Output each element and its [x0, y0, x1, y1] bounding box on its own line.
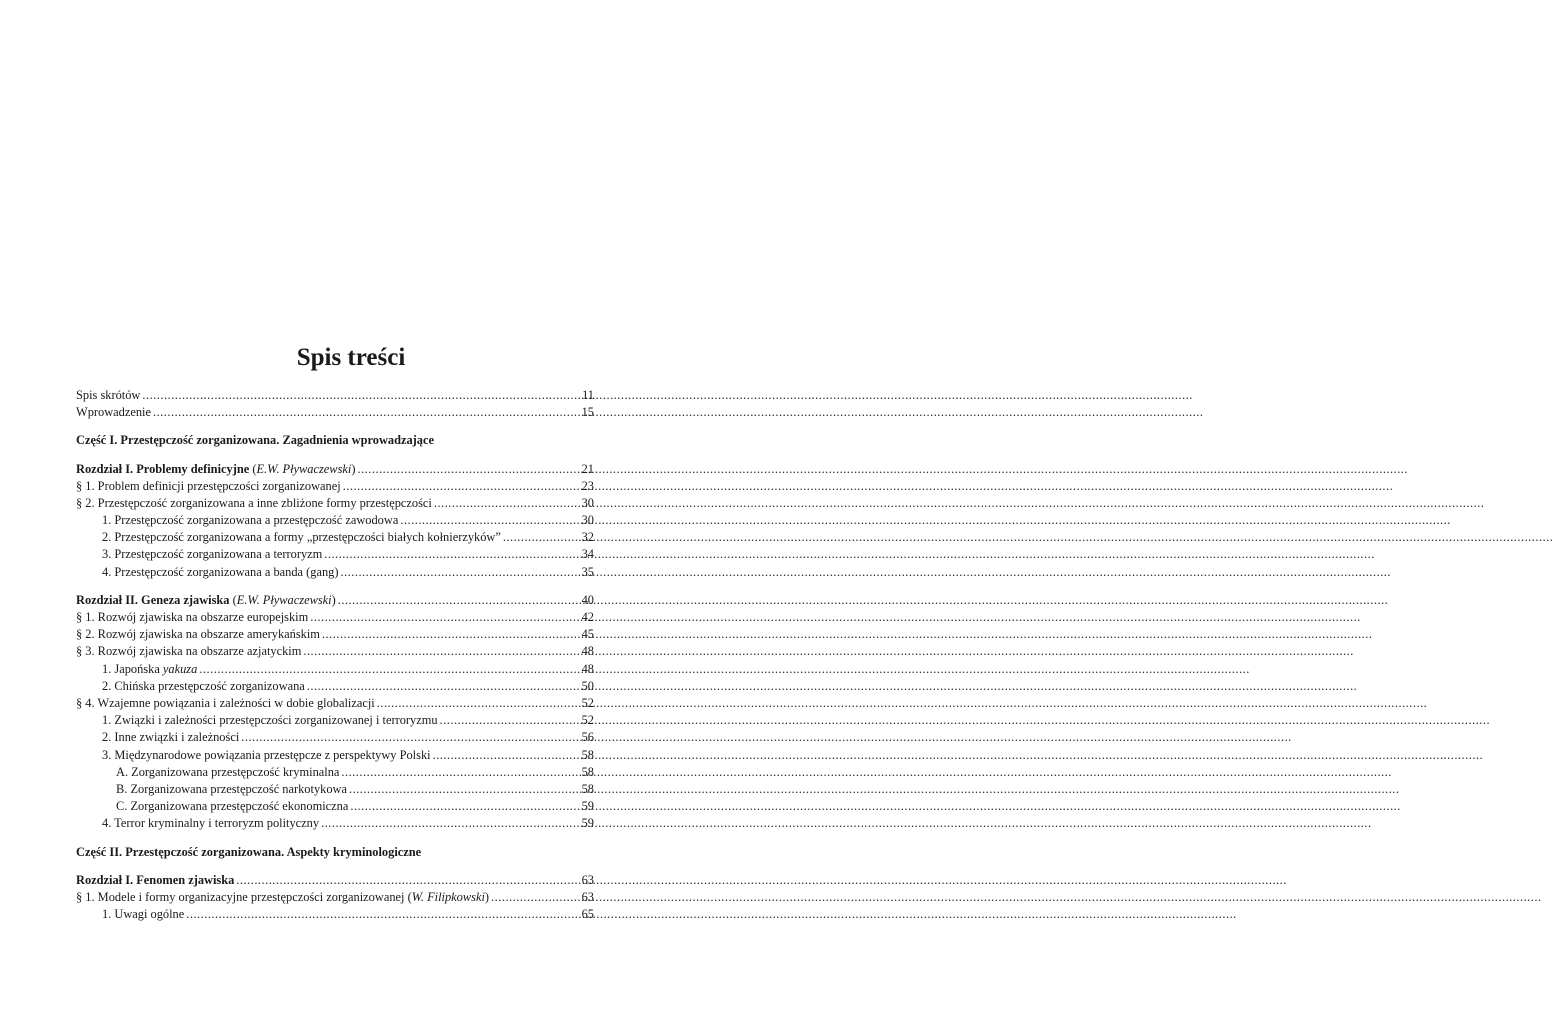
- toc-leader: [324, 546, 544, 563]
- toc-leader: [199, 661, 544, 678]
- toc-page: 21: [581, 461, 594, 476]
- toc-leader: [503, 529, 544, 546]
- toc-label: 1. Związki i zależności przestępczości zorganizowanej i terroryzmu: [102, 713, 438, 728]
- toc-page: 48: [581, 644, 594, 659]
- toc-part-2-chapter-1[interactable]: [76, 872, 594, 889]
- toc-entry[interactable]: [76, 815, 594, 832]
- toc-entry[interactable]: [76, 495, 594, 512]
- toc-leader: [491, 889, 544, 906]
- toc-leader: [350, 798, 544, 815]
- toc-label: 4. Przestępczość zorganizowana a banda (gang): [102, 564, 339, 579]
- toc-entry[interactable]: [76, 747, 594, 764]
- toc-leader: [340, 564, 544, 581]
- toc-entry[interactable]: [76, 781, 594, 798]
- toc-leader: [236, 872, 544, 889]
- page-title: Spis treści: [296, 344, 406, 371]
- toc-page: 30: [581, 495, 594, 510]
- toc-leader: [142, 387, 544, 404]
- toc-label: § 2. Przestępczość zorganizowana a inne zbliżone formy przestępczości: [76, 495, 432, 510]
- toc-label: [76, 661, 197, 678]
- toc-entry[interactable]: [76, 626, 594, 643]
- toc-entry[interactable]: [76, 512, 594, 529]
- toc-page: 48: [581, 661, 594, 676]
- toc-label: 3. Przestępczość zorganizowana a terroryzm: [102, 547, 323, 562]
- toc-entry[interactable]: [76, 729, 594, 746]
- toc-label: 2. Chińska przestępczość zorganizowana: [102, 678, 305, 693]
- toc-leader: [357, 461, 544, 478]
- toc-label: § 1. Problem definicji przestępczości zorganizowanej: [76, 478, 341, 493]
- toc-page: 40: [581, 592, 594, 607]
- toc-label-italic: yakuza: [162, 661, 198, 676]
- toc-page: 56: [581, 730, 594, 745]
- toc-entry[interactable]: [76, 661, 594, 678]
- toc-page: 52: [581, 713, 594, 728]
- toc-leader: [349, 781, 544, 798]
- toc-leader: [400, 512, 544, 529]
- toc-label: Rozdział II. Geneza zjawiska (E.W. Pływaczewski): [76, 592, 336, 607]
- chapter-heading: Rozdział I. Problemy definicyjne: [76, 461, 250, 476]
- toc-page: 58: [581, 747, 594, 762]
- toc-label: 1. Uwagi ogólne: [102, 907, 185, 922]
- toc-leader: [338, 592, 544, 609]
- toc-leader: [434, 495, 544, 512]
- toc-entry[interactable]: [76, 564, 594, 581]
- toc-part-1-heading: Część I. Przestępczość zorganizowana. Zagadnienia wprowadzające: [76, 433, 435, 448]
- toc-page: 11: [582, 387, 594, 402]
- toc-leader: [343, 478, 544, 495]
- toc-label-prefix: 1. Japońska: [102, 661, 163, 676]
- toc-label: 4. Terror kryminalny i terroryzm polityczny: [102, 816, 320, 831]
- toc-part-2-heading: Część II. Przestępczość zorganizowana. Aspekty kryminologiczne: [76, 844, 422, 859]
- toc-page: 42: [581, 610, 594, 625]
- toc-leader: [433, 747, 544, 764]
- toc-entry[interactable]: [76, 547, 594, 564]
- toc-page: 59: [581, 816, 594, 831]
- toc-leader: [310, 609, 544, 626]
- toc-entry[interactable]: [76, 609, 594, 626]
- toc-leader: [322, 626, 544, 643]
- toc-page: 52: [581, 695, 594, 710]
- toc-label: Spis skrótów: [76, 387, 141, 402]
- toc-page: 15: [581, 405, 594, 420]
- toc-page: 30: [581, 513, 594, 528]
- toc-page: 63: [581, 872, 594, 887]
- table-of-contents: [76, 387, 594, 923]
- toc-page: 63: [581, 889, 594, 904]
- toc-entry[interactable]: [76, 695, 594, 712]
- toc-leader: [153, 404, 544, 421]
- toc-entry[interactable]: [76, 678, 594, 695]
- toc-page: 58: [581, 764, 594, 779]
- toc-label: 2. Przestępczość zorganizowana a formy „przestępczości białych kołnierzyków”: [102, 530, 501, 545]
- toc-page: 35: [581, 564, 594, 579]
- chapter-author: E.W. Pływaczewski: [256, 461, 352, 476]
- toc-leader: [241, 729, 544, 746]
- toc-label: B. Zorganizowana przestępczość narkotykowa: [116, 781, 347, 796]
- toc-chapter-2[interactable]: [76, 592, 594, 609]
- toc-label: A. Zorganizowana przestępczość kryminalna: [116, 764, 340, 779]
- toc-entry-introduction[interactable]: [76, 404, 594, 421]
- toc-entry[interactable]: [76, 478, 594, 495]
- toc-entry[interactable]: [76, 712, 594, 729]
- toc-leader: [377, 695, 544, 712]
- toc-entry[interactable]: [76, 906, 594, 923]
- toc-page: 50: [581, 678, 594, 693]
- toc-label: 2. Inne związki i zależności: [102, 730, 240, 745]
- toc-entry[interactable]: [76, 529, 594, 546]
- toc-leader: [303, 643, 544, 660]
- toc-label: 1. Przestępczość zorganizowana a przestępczość zawodowa: [102, 513, 399, 528]
- toc-page: 45: [581, 627, 594, 642]
- toc-page: 32: [581, 530, 594, 545]
- toc-leader: [341, 764, 544, 781]
- toc-entry[interactable]: [76, 764, 594, 781]
- toc-label: § 2. Rozwój zjawiska na obszarze amerykańskim: [76, 627, 320, 642]
- chapter-heading: Rozdział I. Fenomen zjawiska: [76, 872, 235, 887]
- toc-page: 23: [581, 478, 594, 493]
- toc-entry[interactable]: [76, 798, 594, 815]
- toc-leader: [307, 678, 544, 695]
- toc-leader: [440, 712, 544, 729]
- toc-chapter-1[interactable]: [76, 461, 594, 478]
- toc-entry[interactable]: [76, 643, 594, 660]
- toc-leader: [321, 815, 544, 832]
- toc-page: 65: [581, 907, 594, 922]
- toc-label: § 1. Modele i formy organizacyjne przestępczości zorganizowanej (W. Filipkowski): [76, 889, 490, 904]
- toc-label: 3. Międzynarodowe powiązania przestępcze z perspektywy Polski: [102, 747, 431, 762]
- section-author: W. Filipkowski: [411, 889, 485, 904]
- chapter-author: E.W. Pływaczewski: [236, 592, 332, 607]
- toc-label: § 1. Rozwój zjawiska na obszarze europejskim: [76, 610, 309, 625]
- chapter-heading: Rozdział II. Geneza zjawiska: [76, 592, 230, 607]
- toc-label-text: § 1. Modele i formy organizacyjne przestępczości zorganizowanej: [76, 889, 405, 904]
- toc-label: § 3. Rozwój zjawiska na obszarze azjatyckim: [76, 644, 302, 659]
- toc-page: 58: [581, 781, 594, 796]
- toc-label: § 4. Wzajemne powiązania i zależności w dobie globalizacji: [76, 695, 375, 710]
- toc-label: C. Zorganizowana przestępczość ekonomiczna: [116, 799, 349, 814]
- toc-label: Wprowadzenie: [76, 405, 151, 420]
- toc-page: 59: [581, 799, 594, 814]
- toc-leader: [186, 906, 544, 923]
- toc-label: Rozdział I. Problemy definicyjne (E.W. Pływaczewski): [76, 461, 356, 476]
- toc-label: [76, 872, 234, 889]
- toc-page: 34: [581, 547, 594, 562]
- toc-entry-abbreviations[interactable]: [76, 387, 594, 404]
- toc-entry[interactable]: [76, 889, 594, 906]
